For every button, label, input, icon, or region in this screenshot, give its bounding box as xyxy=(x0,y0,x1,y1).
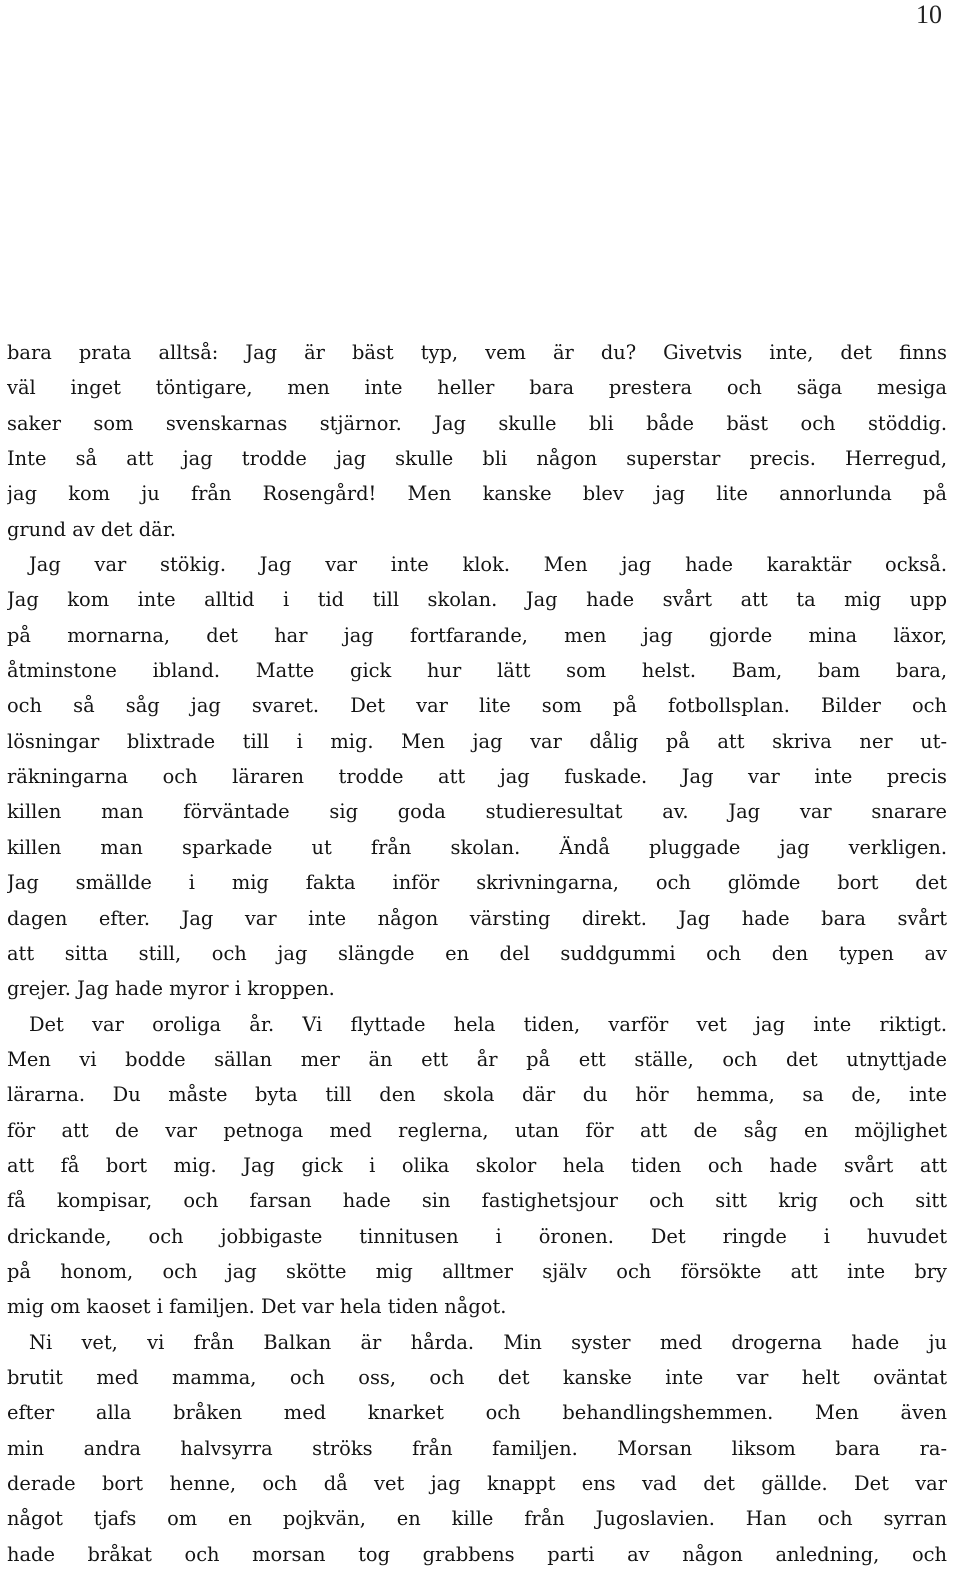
text-line: mig om kaoset i familjen. Det var hela tiden något. xyxy=(7,1295,507,1319)
text-line: väl inget töntigare, men inte heller bara prestera och säga mesiga xyxy=(7,376,947,400)
text-line: bara prata alltså: Jag är bäst typ, vem är du? Givetvis inte, det finns xyxy=(7,341,947,364)
body-text xyxy=(7,335,947,1572)
text-line: räkningarna och läraren trodde att jag fuskade. Jag var inte precis xyxy=(7,765,947,789)
text-line: brutit med mamma, och oss, och det kanske inte var helt oväntat xyxy=(7,1365,947,1389)
text-line: Ni vet, vi från Balkan är hårda. Min syster med drogerna hade ju xyxy=(29,1330,947,1354)
text-line: få kompisar, och farsan hade sin fastighetsjour och sitt krig och sitt xyxy=(7,1189,947,1213)
text-line: att få bort mig. Jag gick i olika skolor hela tiden och hade svårt att xyxy=(7,1153,947,1177)
text-line: att sitta still, och jag slängde en del suddgummi och den typen av xyxy=(7,941,947,965)
text-line: lärarna. Du måste byta till den skola där du hör hemma, sa de, inte xyxy=(7,1083,947,1107)
text-line: och så såg jag svaret. Det var lite som på fotbollsplan. Bilder och xyxy=(7,694,947,718)
text-line: Jag var stökig. Jag var inte klok. Men jag hade karaktär också. xyxy=(29,553,947,577)
text-line: Jag kom inte alltid i tid till skolan. Jag hade svårt att ta mig upp xyxy=(7,588,947,612)
text-line: Men vi bodde sällan mer än ett år på ett ställe, och det utnyttjade xyxy=(7,1047,947,1071)
page-number: 10 xyxy=(916,0,942,29)
text-line: åtminstone ibland. Matte gick hur lätt som helst. Bam, bam bara, xyxy=(7,659,947,683)
text-line: drickande, och jobbigaste tinnitusen i öronen. Det ringde i huvudet xyxy=(7,1224,947,1248)
text-line: efter alla bråken med knarket och behandlingshemmen. Men även xyxy=(7,1401,947,1425)
text-line: min andra halvsyrra ströks från familjen. Morsan liksom bara ra- xyxy=(7,1436,947,1460)
text-line: dagen efter. Jag var inte någon värsting direkt. Jag hade bara svårt xyxy=(7,906,947,930)
text-line: grund av det där. xyxy=(7,517,177,541)
text-line: killen man förväntade sig goda studieresultat av. Jag var snarare xyxy=(7,800,947,824)
text-line: Det var oroliga år. Vi flyttade hela tiden, varför vet jag inte riktigt. xyxy=(29,1012,947,1036)
text-line: derade bort henne, och då vet jag knappt ens vad det gällde. Det var xyxy=(7,1472,947,1495)
text-line: något tjafs om en pojkvän, en kille från Jugoslavien. Han och syrran xyxy=(7,1507,947,1531)
text-line: killen man sparkade ut från skolan. Ändå pluggade jag verkligen. xyxy=(7,835,947,859)
text-line: på honom, och jag skötte mig alltmer själv och försökte att inte bry xyxy=(7,1259,947,1283)
text-line: lösningar blixtrade till i mig. Men jag var dålig på att skriva ner ut- xyxy=(7,729,947,753)
text-line: saker som svenskarnas stjärnor. Jag skulle bli både bäst och stöddig. xyxy=(7,411,947,435)
text-line: grejer. Jag hade myror i kroppen. xyxy=(7,977,335,1001)
text-line: Inte så att jag trodde jag skulle bli någon superstar precis. Herregud, xyxy=(7,447,947,471)
text-line: på mornarna, det har jag fortfarande, men jag gjorde mina läxor, xyxy=(7,623,947,647)
text-line: Jag smällde i mig fakta inför skrivningarna, och glömde bort det xyxy=(7,871,947,895)
text-line: jag kom ju från Rosengård! Men kanske blev jag lite annorlunda på xyxy=(7,482,947,506)
text-line: hade bråkat och morsan tog grabbens parti av någon anledning, och xyxy=(7,1542,947,1566)
text-line: för att de var petnoga med reglerna, utan för att de såg en möjlighet xyxy=(7,1118,947,1142)
